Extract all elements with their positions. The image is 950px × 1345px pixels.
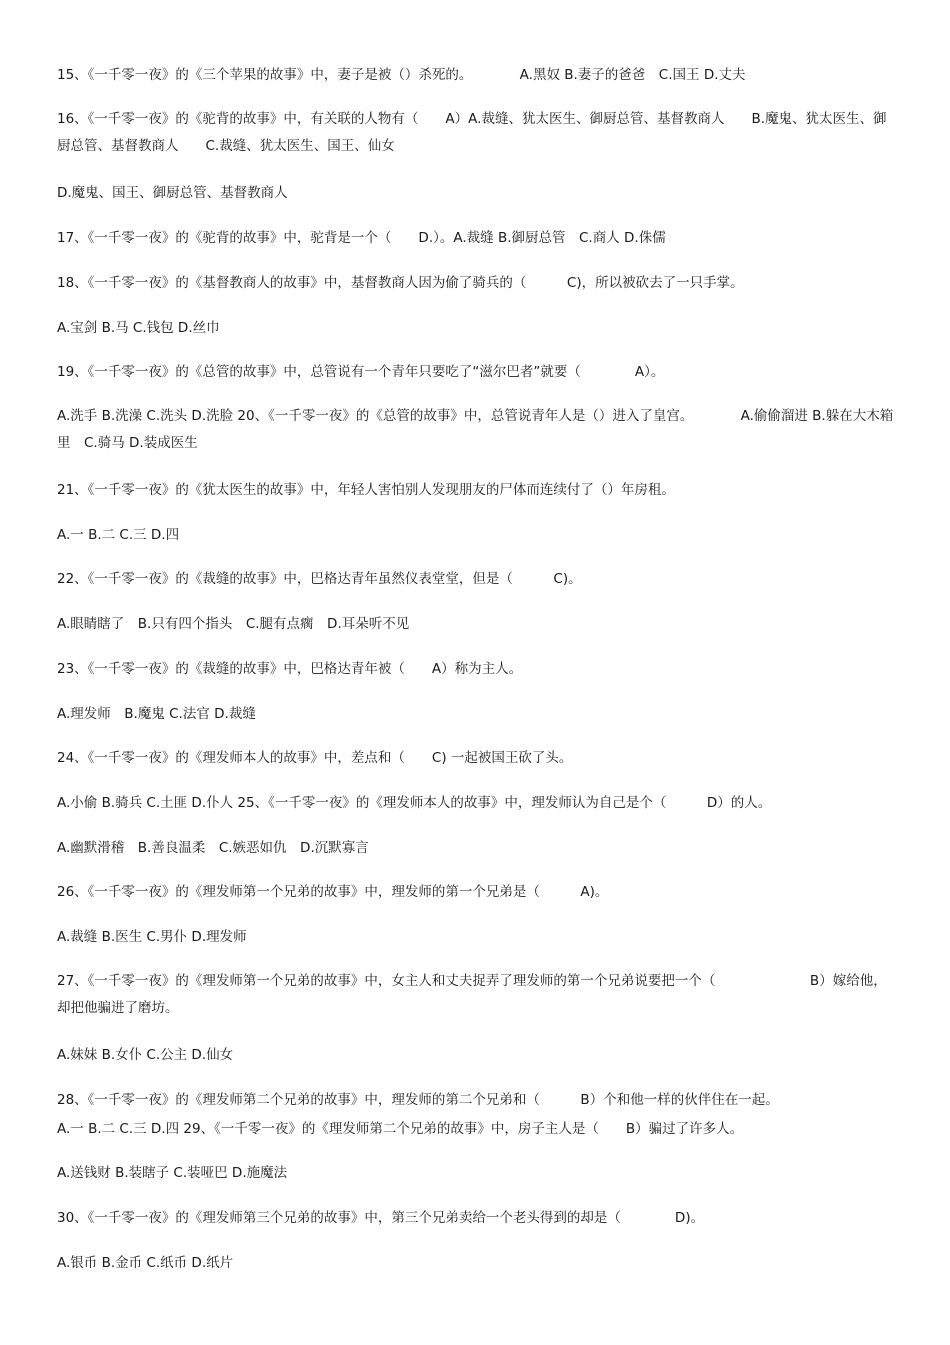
question-22: 22、《一千零一夜》的《裁缝的故事》中，巴格达青年虽然仪表堂堂，但是（ C)。 (57, 571, 582, 587)
question-30: 30、《一千零一夜》的《理发师第三个兄弟的故事》中，第三个兄弟卖给一个老头得到的却是（ D)。 (57, 1210, 705, 1226)
question-24-options-and-25: A.小偷 B.骑兵 C.土匪 D.仆人 25、《一千零一夜》的《理发师本人的故事》中，理发师认为自己是个（ D）的人。 (57, 795, 772, 811)
question-16-option-d: D.魔鬼、国王、御厨总管、基督教商人 (57, 185, 288, 201)
question-30-options: A.银币 B.金币 C.纸币 D.纸片 (57, 1255, 234, 1271)
question-23-options: A.理发师 B.魔鬼 C.法官 D.裁缝 (57, 706, 256, 722)
question-28: 28、《一千零一夜》的《理发师第二个兄弟的故事》中，理发师的第二个兄弟和（ B）个和他一样的伙伴住在一起。 (57, 1092, 779, 1108)
question-23: 23、《一千零一夜》的《裁缝的故事》中，巴格达青年被（ A）称为主人。 (57, 661, 523, 677)
question-21-options: A.一 B.二 C.三 D.四 (57, 527, 180, 543)
question-29-options: A.送钱财 B.装瞎子 C.装哑巴 D.施魔法 (57, 1165, 288, 1181)
question-28-options-and-29: A.一 B.二 C.三 D.四 29、《一千零一夜》的《理发师第二个兄弟的故事》中，房子主人是（ B）骗过了许多人。 (57, 1121, 744, 1137)
question-18: 18、《一千零一夜》的《基督教商人的故事》中，基督教商人因为偷了骑兵的（ C)，所以被砍去了一只手掌。 (57, 275, 744, 291)
question-19: 19、《一千零一夜》的《总管的故事》中，总管说有一个青年只要吃了“滋尔巴者”就要（ A）。 (57, 364, 665, 380)
question-15: 15、《一千零一夜》的《三个苹果的故事》中，妻子是被（）杀死的。 A.黑奴 B.妻子的爸爸 C.国王 D.丈夫 (57, 67, 746, 83)
question-21: 21、《一千零一夜》的《犹太医生的故事》中，年轻人害怕别人发现朋友的尸体而连续付了（）年房租。 (57, 482, 675, 498)
question-27-options: A.妹妹 B.女仆 C.公主 D.仙女 (57, 1047, 234, 1063)
question-26-options: A.裁缝 B.医生 C.男仆 D.理发师 (57, 929, 247, 945)
question-19-options-and-20: A.洗手 B.洗澡 C.洗头 D.洗脸 20、《一千零一夜》的《总管的故事》中，总管说青年人是（）进入了皇宫。 A.偷偷溜进 B.躲在大木箱里 C.骑马 D.装成医生 (57, 408, 894, 451)
question-25-options: A.幽默滑稽 B.善良温柔 C.嫉恶如仇 D.沉默寡言 (57, 840, 369, 856)
question-16: 16、《一千零一夜》的《驼背的故事》中，有关联的人物有（ A）A.裁缝、犹太医生、御厨总管、基督教商人 B.魔鬼、犹太医生、御厨总管、基督教商人 C.裁缝、犹太医生、国王、仙女 (57, 111, 887, 154)
question-27: 27、《一千零一夜》的《理发师第一个兄弟的故事》中，女主人和丈夫捉弄了理发师的第一个兄弟说要把一个（ B）嫁给他，却把他骗进了磨坊。 (57, 973, 887, 1016)
question-24: 24、《一千零一夜》的《理发师本人的故事》中，差点和（ C) 一起被国王砍了头。 (57, 750, 573, 766)
question-18-options: A.宝剑 B.马 C.钱包 D.丝巾 (57, 320, 220, 336)
question-17: 17、《一千零一夜》的《驼背的故事》中，驼背是一个（ D.）。A.裁缝 B.御厨总管 C.商人 D.侏儒 (57, 230, 666, 246)
question-22-options: A.眼睛瞎了 B.只有四个指头 C.腿有点瘸 D.耳朵听不见 (57, 616, 410, 632)
question-26: 26、《一千零一夜》的《理发师第一个兄弟的故事》中，理发师的第一个兄弟是（ A)。 (57, 884, 609, 900)
